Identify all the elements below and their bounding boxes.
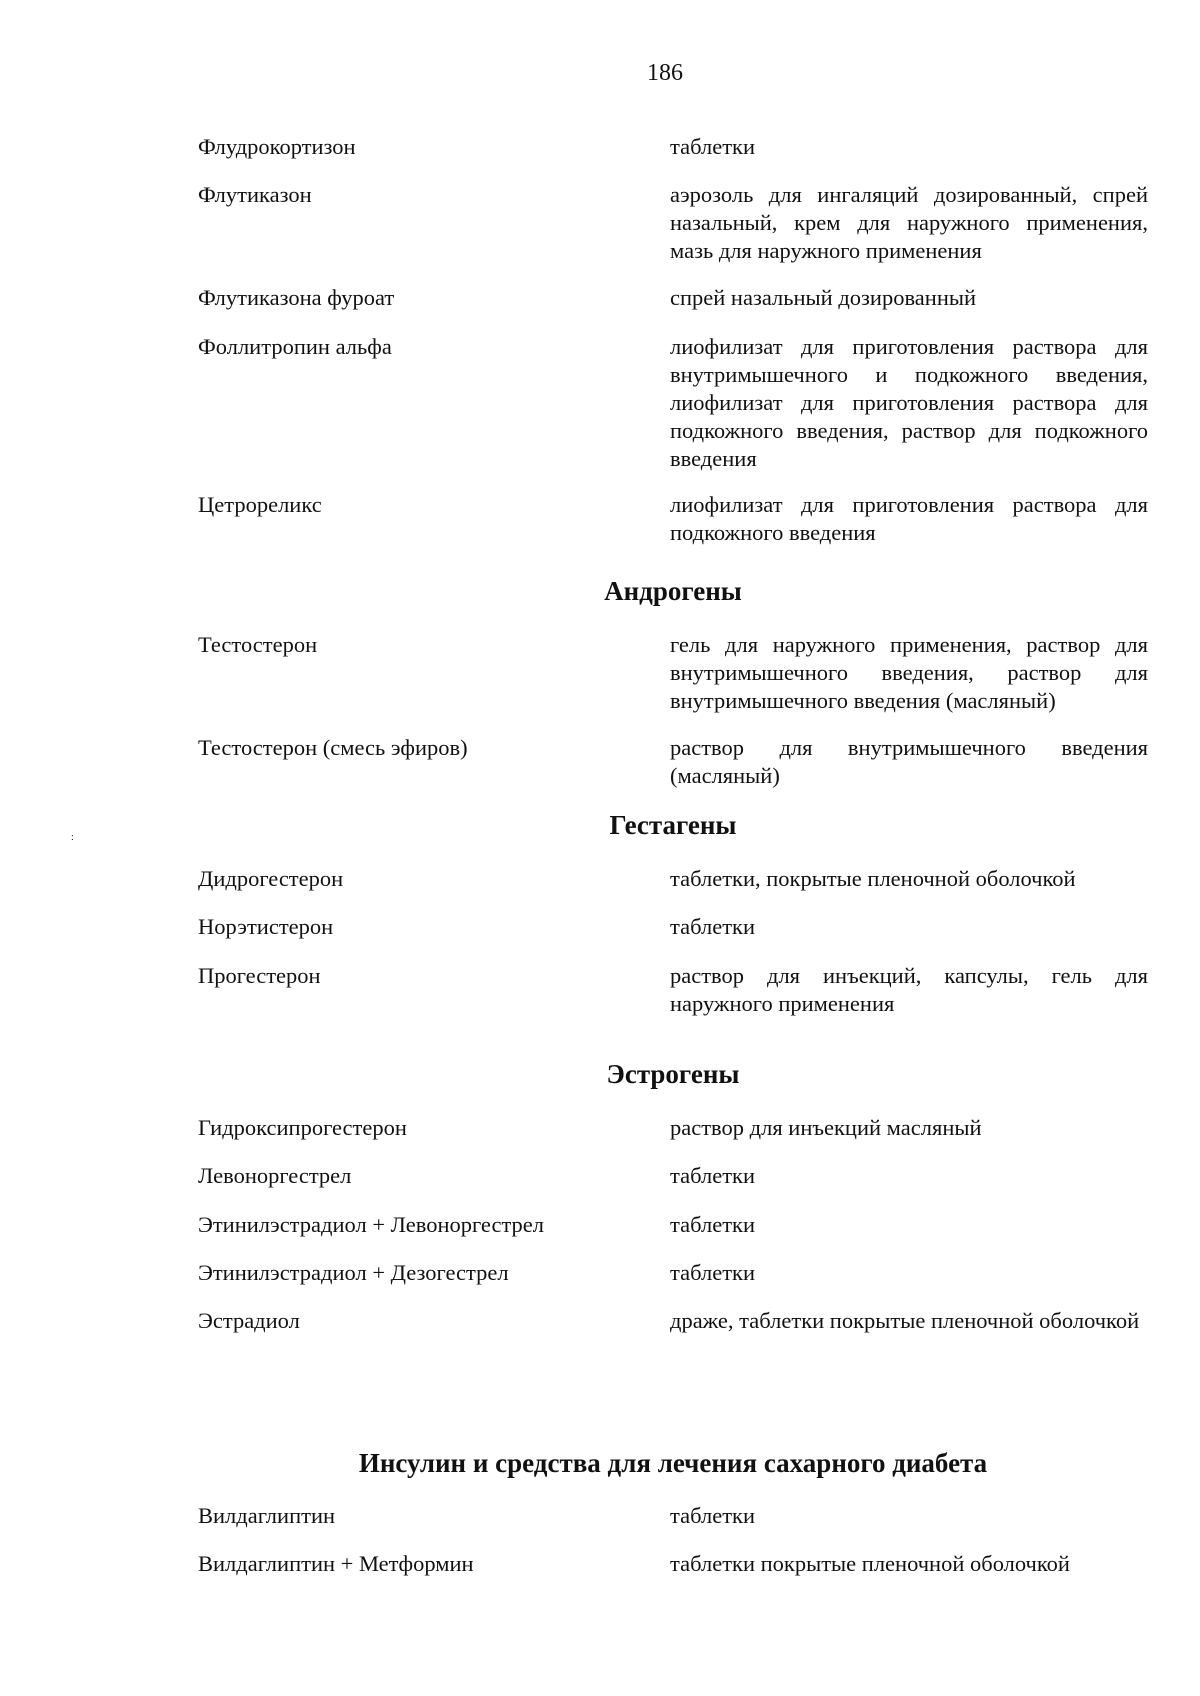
drug-name: Флутиказона фуроат [198, 285, 395, 310]
dosage-form: лиофилизат для приготовления раствора для внутримышечного и подкожного введения, лиофилизат для приготовления раствора для подкожного введения, раствор для подкожного введения [670, 334, 1148, 471]
dosage-form: лиофилизат для приготовления раствора для подкожного введения [670, 492, 1148, 545]
dosage-form: раствор для внутримышечного введения (масляный) [670, 735, 1148, 788]
dosage-form: аэрозоль для ингаляций дозированный, спрей назальный, крем для наружного применения, мазь для наружного применения [670, 182, 1148, 263]
drug-name: Норэтистерон [198, 914, 334, 939]
drug-name: Дидрогестерон [198, 866, 344, 891]
drug-name: Флудрокортизон [198, 134, 356, 159]
drug-name: Левоноргестрел [198, 1163, 352, 1188]
drug-name: Цетрореликс [198, 492, 322, 517]
dosage-form: таблетки [670, 1260, 756, 1285]
dosage-form: раствор для инъекций масляный [670, 1115, 982, 1140]
dosage-form: спрей назальный дозированный [670, 285, 977, 310]
section-heading-gestagens: Гестагены [609, 810, 737, 840]
section-heading-estrogens: Эстрогены [606, 1059, 740, 1089]
drug-name: Вилдаглиптин [198, 1503, 336, 1528]
drug-name: Флутиказон [198, 182, 312, 207]
drug-name: Прогестерон [198, 963, 321, 988]
dosage-form: таблетки, покрытые пленочной оболочкой [670, 866, 1076, 891]
dosage-form: таблетки [670, 1212, 756, 1237]
section-heading-androgens: Андрогены [604, 576, 742, 606]
page-number: 186 [647, 60, 683, 86]
drug-name: Эстрадиол [198, 1308, 300, 1333]
drug-name: Вилдаглиптин + Метформин [198, 1551, 474, 1576]
dosage-form: таблетки [670, 1163, 756, 1188]
dosage-form: таблетки [670, 914, 756, 939]
section-heading-insulin: Инсулин и средства для лечения сахарного диабета [358, 1448, 988, 1478]
margin-mark: : [71, 832, 74, 843]
dosage-form: драже, таблетки покрытые пленочной оболочкой [670, 1308, 1140, 1333]
drug-name: Фоллитропин альфа [198, 334, 392, 359]
dosage-form: раствор для инъекций, капсулы, гель для наружного применения [670, 963, 1148, 1016]
drug-name: Гидроксипрогестерон [198, 1115, 407, 1140]
drug-name: Тестостерон (смесь эфиров) [198, 735, 468, 760]
dosage-form: таблетки покрытые пленочной оболочкой [670, 1551, 1070, 1576]
dosage-form: таблетки [670, 1503, 756, 1528]
drug-name: Тестостерон [198, 632, 318, 657]
dosage-form: гель для наружного применения, раствор для внутримышечного введения, раствор для внутримышечного введения (масляный) [670, 632, 1148, 713]
dosage-form: таблетки [670, 134, 756, 159]
drug-name: Этинилэстрадиол + Левоноргестрел [198, 1212, 545, 1237]
drug-name: Этинилэстрадиол + Дезогестрел [198, 1260, 509, 1285]
